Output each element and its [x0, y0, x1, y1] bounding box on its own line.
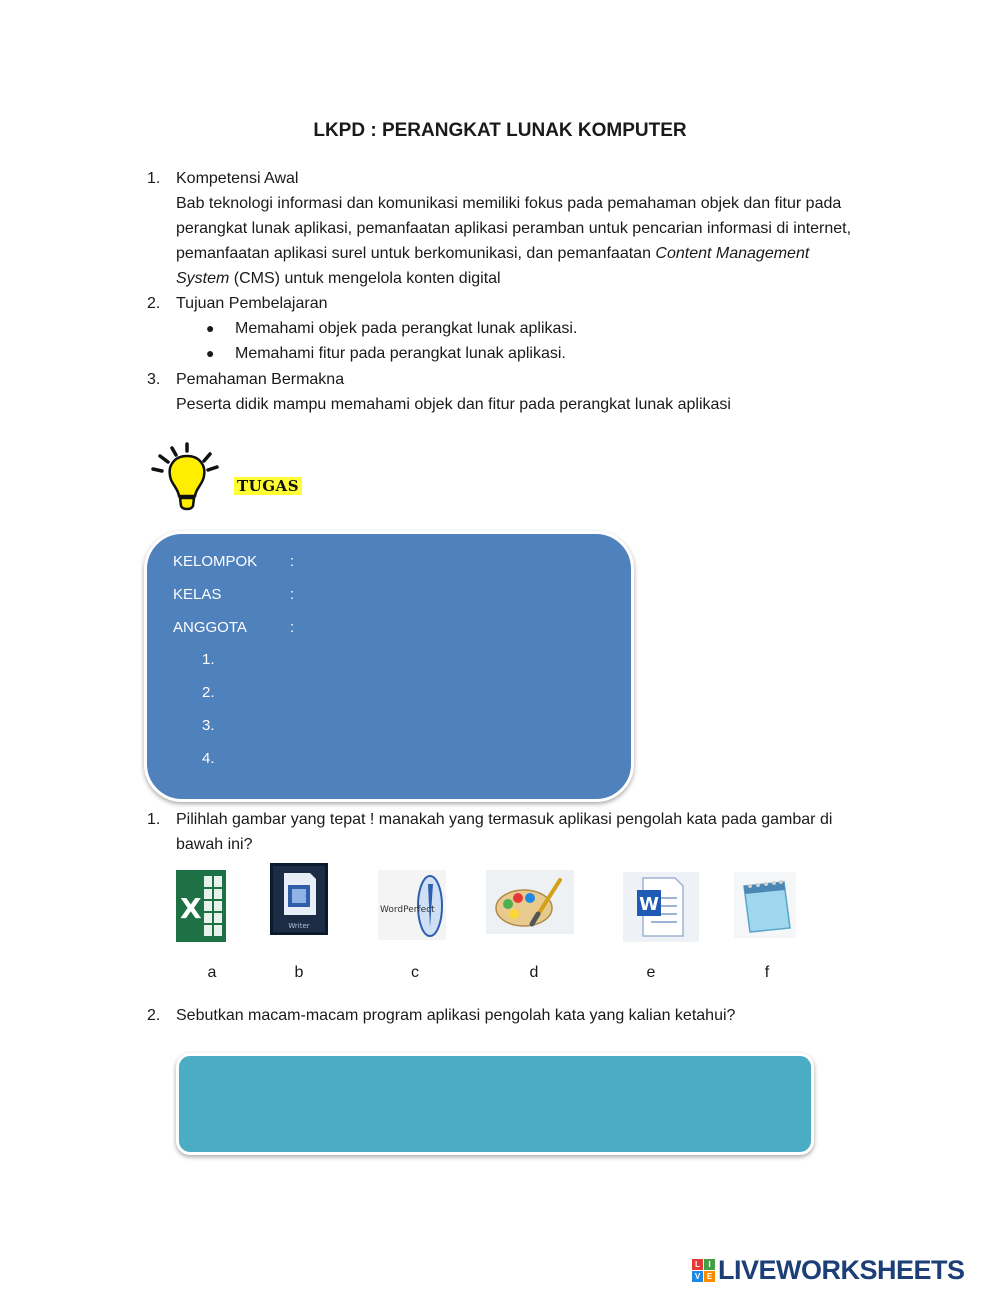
section-1-line	[176, 266, 501, 291]
section-1-line-text: pemanfaatan aplikasi surel untuk berkomunikasi, dan pemanfaatan	[176, 245, 656, 262]
member-number: 4.	[202, 750, 215, 767]
badge-letter: V	[692, 1271, 703, 1282]
answer-input-box[interactable]	[176, 1053, 814, 1155]
section-1-line	[176, 241, 809, 266]
question-1-number: 1.	[147, 811, 161, 828]
option-letter: c	[411, 964, 419, 981]
writer-caption: Writer	[288, 922, 310, 930]
kelompok-colon: :	[290, 553, 295, 570]
objective-item: Memahami objek pada perangkat lunak aplikasi.	[235, 320, 578, 337]
badge-letter: I	[704, 1259, 715, 1270]
option-letter: a	[207, 964, 217, 981]
tugas-label: TUGAS	[234, 477, 302, 495]
objective-item: Memahami fitur pada perangkat lunak aplikasi.	[235, 345, 566, 362]
logo-text: LIVEWORKSHEETS	[718, 1254, 965, 1285]
question-2-text: Sebutkan macam-macam program aplikasi pengolah kata yang kalian ketahui?	[176, 1007, 736, 1024]
section-3-body: Peserta didik mampu memahami objek dan fitur pada perangkat lunak aplikasi	[176, 396, 731, 413]
section-2-heading: Tujuan Pembelajaran	[176, 295, 328, 312]
wordperfect-caption: WordPerfect	[380, 905, 435, 915]
writer-icon[interactable]	[270, 863, 328, 935]
anggota-label: ANGGOTA	[173, 619, 247, 636]
question-2-number: 2.	[147, 1007, 161, 1024]
option-letter: d	[529, 964, 539, 981]
section-1-line: perangkat lunak aplikasi, pemanfaatan aplikasi peramban untuk pencarian informasi di internet,	[176, 220, 852, 237]
cms-term: Content Management	[655, 245, 810, 262]
badge-letter: E	[704, 1271, 715, 1282]
section-1-line-text: (CMS) untuk mengelola konten digital	[229, 270, 501, 287]
section-3-number: 3.	[147, 371, 161, 388]
badge-letter: L	[692, 1259, 703, 1270]
logo-badge	[692, 1259, 715, 1282]
section-1-number: 1.	[147, 170, 161, 187]
section-2-number: 2.	[147, 295, 161, 312]
kelompok-label: KELOMPOK	[173, 553, 258, 570]
question-1-text: bawah ini?	[176, 836, 253, 853]
cms-term: System	[176, 270, 230, 287]
option-letter: e	[646, 964, 656, 981]
lightbulb-icon	[150, 440, 222, 514]
bullet-icon: ●	[206, 320, 215, 336]
member-number: 1.	[202, 651, 215, 668]
member-number: 3.	[202, 717, 215, 734]
liveworksheets-logo	[692, 1255, 965, 1285]
section-1-heading: Kompetensi Awal	[176, 170, 299, 187]
option-letter: f	[764, 964, 770, 981]
wordperfect-icon[interactable]	[378, 870, 446, 940]
svg-text:X: X	[180, 892, 202, 925]
section-1-line: Bab teknologi informasi dan komunikasi memiliki fokus pada pemahaman objek dan fitur pada	[176, 195, 842, 212]
kelas-colon: :	[290, 586, 295, 603]
member-number: 2.	[202, 684, 215, 701]
word-icon[interactable]	[623, 872, 699, 942]
page-title: LKPD : PERANGKAT LUNAK KOMPUTER	[313, 120, 687, 141]
kelas-label: KELAS	[173, 586, 222, 603]
svg-text:W: W	[639, 894, 659, 915]
notepad-icon[interactable]	[734, 872, 796, 938]
excel-icon[interactable]	[176, 870, 226, 942]
bullet-icon: ●	[206, 345, 215, 361]
option-letter: b	[294, 964, 304, 981]
question-1-text: Pilihlah gambar yang tepat ! manakah yang termasuk aplikasi pengolah kata pada gambar di	[176, 811, 833, 828]
paint-palette-icon[interactable]	[486, 870, 574, 934]
section-3-heading: Pemahaman Bermakna	[176, 371, 345, 388]
group-info-box	[144, 531, 634, 802]
anggota-colon: :	[290, 619, 295, 636]
